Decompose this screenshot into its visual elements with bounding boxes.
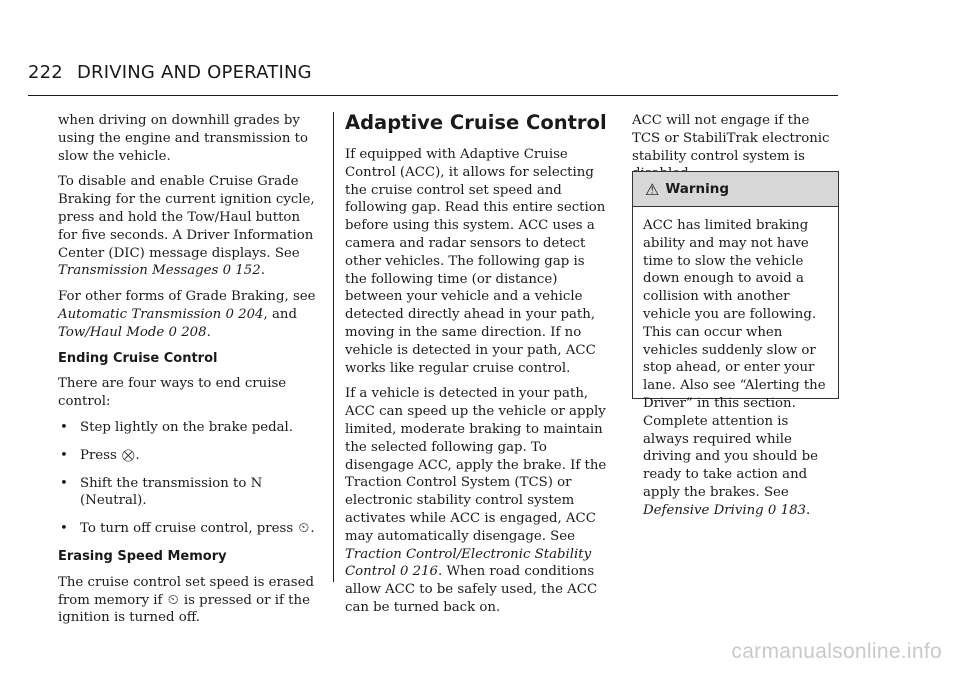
cruise-control-icon: ⏲ [167, 591, 179, 608]
column-middle [345, 112, 610, 625]
page-ref: 0 216 [399, 564, 439, 580]
warning-box [632, 171, 839, 518]
bullet-list [58, 419, 322, 538]
paragraph: If a vehicle is detected in your path, ACC can speed up the vehicle or apply limited, moderate braking to maintain the selected following gap. To disengage ACC, apply the brake. If the Traction Control System (TCS) or electronic stability control system activates while ACC is engaged, ACC may automatically disengage. See Traction Control/Electronic Stability Control 0 216. When road conditions allow ACC to be safely used, the ACC can be turned back on. [345, 386, 607, 615]
subheading-ending-cruise: Ending Cruise Control [58, 350, 218, 366]
page-ref: 0 208 [168, 324, 207, 340]
page-ref: 0 152 [222, 263, 261, 279]
paragraph: The cruise control set speed is erased from memory if ⏲ is pressed or if the ignition is turned off. [58, 574, 315, 626]
cruise-control-icon: ⏲ [298, 520, 310, 537]
subheading-erasing-memory: Erasing Speed Memory [58, 548, 227, 564]
paragraph: To disable and enable Cruise Grade Braking for the current ignition cycle, press and hold the Tow/Haul button for five seconds. A Driver Information Center (DIC) message displays. See Transmission Messages 0 152. [58, 174, 315, 279]
paragraph: If equipped with Adaptive Cruise Control (ACC), it allows for selecting the cruise control set speed and following gap. Read this entire section before using this system. ACC uses a camera and radar sensors to detect other vehicles. The following gap is the following time (or distance) between your vehicle and a vehicle detected directly ahead in your path, moving in the same direction. If no vehicle is detected in your path, ACC works like regular cruise control. [345, 147, 606, 376]
paragraph: For other forms of Grade Braking, see Automatic Transmission 0 204, and Tow/Haul Mode 0 208. [58, 289, 316, 340]
warning-body: ACC has limited braking ability and may not have time to slow the vehicle down enough to avoid a collision with another vehicle you are following. This can occur when vehicles suddenly slow or stop ahead, or enter your lane. Also see “Alerting the Driver” in this section. Complete attention is always required while driving and you should be ready to take action and apply the brakes. See Defensive Driving 0 183. [643, 218, 826, 518]
warning-triangle-icon: ⚠ [645, 179, 660, 199]
xref-tow-haul-mode[interactable]: Tow/Haul Mode [58, 324, 165, 340]
page-ref: 0 183 [767, 502, 806, 518]
page-number: 222 [28, 62, 63, 83]
section-title: DRIVING AND OPERATING [76, 62, 312, 83]
list-item: • Press ⛒. [58, 447, 322, 465]
list-item: • To turn off cruise control, press ⏲. [58, 520, 322, 538]
page-header [28, 62, 312, 83]
list-item: • Step lightly on the brake pedal. [58, 419, 322, 437]
xref-traction-control[interactable]: Traction Control/Electronic Stability Control [345, 546, 592, 580]
column-left [58, 112, 322, 635]
paragraph: when driving on downhill grades by using the engine and transmission to slow the vehicle. [58, 113, 308, 164]
paragraph: There are four ways to end cruise control: [58, 376, 287, 410]
cancel-icon: ⛒ [122, 447, 135, 462]
xref-automatic-transmission[interactable]: Automatic Transmission [58, 306, 222, 322]
list-item: • Shift the transmission to N (Neutral). [58, 475, 322, 511]
column-divider [333, 112, 334, 582]
header-rule [28, 95, 838, 96]
paragraph: ACC will not engage if the TCS or StabiliTrak electronic stability control system is [632, 113, 830, 164]
page-ref: 0 204 [225, 306, 264, 322]
warning-title: Warning [665, 181, 730, 197]
xref-defensive-driving[interactable]: Defensive Driving [643, 502, 764, 518]
xref-transmission-messages[interactable]: Transmission Messages [58, 263, 219, 279]
section-heading: Adaptive Cruise Control [345, 111, 607, 134]
warning-header [633, 172, 838, 207]
watermark: carmanualsonline.info [731, 640, 942, 663]
